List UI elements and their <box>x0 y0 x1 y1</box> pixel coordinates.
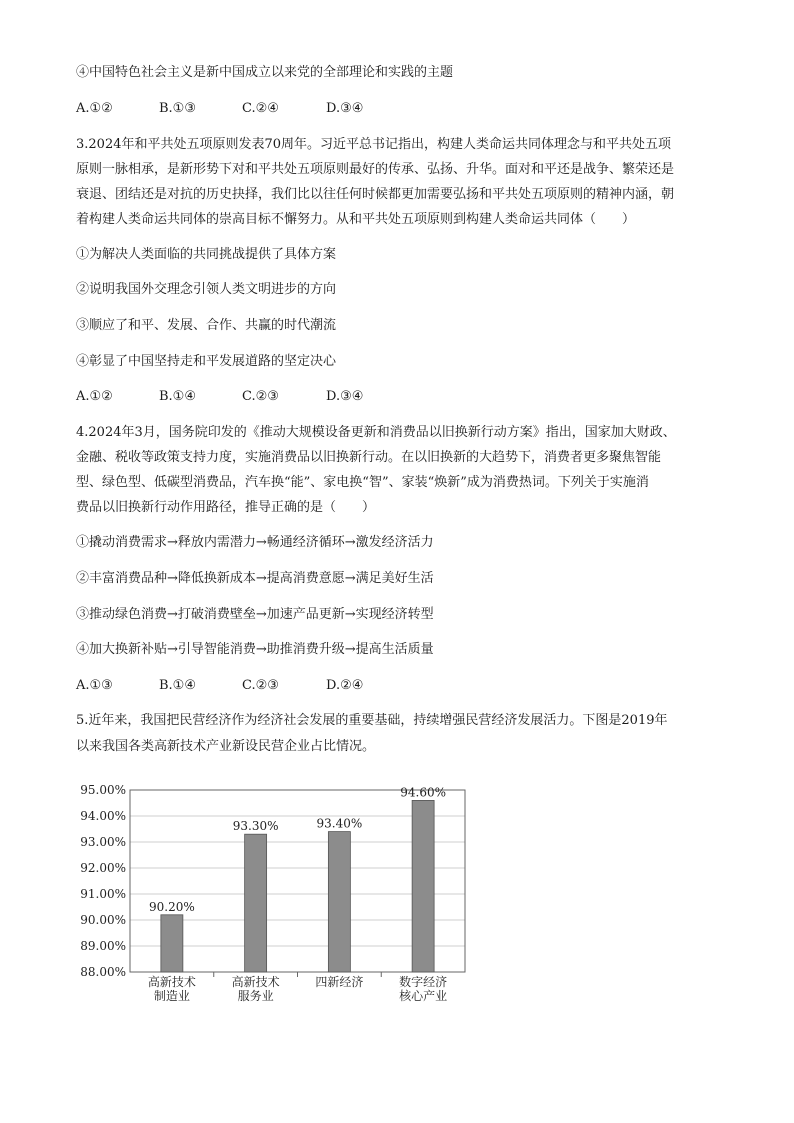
q3-item: ④彰显了中国坚持走和平发展道路的坚定决心 <box>76 354 337 369</box>
q4-item: ②丰富消费品种→降低换新成本→提高消费意愿→满足美好生活 <box>76 571 434 586</box>
q4-item: ③推动绿色消费→打破消费壁垒→加速产品更新→实现经济转型 <box>76 607 434 622</box>
q4-option-c: C.②③ <box>242 678 279 693</box>
q4-option-b: B.①④ <box>159 678 196 693</box>
q3-stem-line: 着构建人类命运共同体的崇高目标不懈努力。从和平共处五项原则到构建人类命运共同体（ ） <box>76 212 636 227</box>
data-label: 90.20% <box>148 899 195 914</box>
q3-stem-line: 原则一脉相承，是新形势下对和平共处五项原则最好的传承、弘扬、升华。面对和平还是战争、繁荣还是 <box>76 162 675 177</box>
q4-options <box>76 677 363 695</box>
q2-options <box>76 100 363 118</box>
bar-chart <box>70 778 470 1018</box>
q4-stem-line: 金融、税收等政策支持力度，实施消费品以旧换新行动。在以旧换新的大趋势下，消费者更多聚焦智能 <box>76 450 662 465</box>
q3-item: ①为解决人类面临的共同挑战提供了具体方案 <box>76 247 337 262</box>
y-tick-label: 90.00% <box>80 913 126 927</box>
y-tick-label: 94.00% <box>80 809 126 823</box>
q5-stem-line: 以来我国各类高新技术产业新设民营企业占比情况。 <box>76 739 376 754</box>
data-label: 93.40% <box>316 816 363 831</box>
q3-options <box>76 388 363 406</box>
q2-item-4: ④中国特色社会主义是新中国成立以来党的全部理论和实践的主题 <box>76 65 454 80</box>
y-tick-label: 91.00% <box>80 887 126 901</box>
data-label: 94.60% <box>400 785 447 800</box>
q3-item: ③顺应了和平、发展、合作、共赢的时代潮流 <box>76 318 337 333</box>
y-tick-label: 95.00% <box>80 783 126 797</box>
q4-stem-line: 4.2024年3月，国务院印发的《推动大规模设备更新和消费品以旧换新行动方案》指出，国家加大财政、 <box>76 425 676 440</box>
category-label: 数字经济 <box>399 975 448 989</box>
q3-stem-line: 3.2024年和平共处五项原则发表70周年。习近平总书记指出，构建人类命运共同体理念与和平共处五项 <box>76 137 672 152</box>
y-tick-label: 92.00% <box>80 861 126 875</box>
q2-option-a: A.①② <box>76 101 113 116</box>
q4-option-a: A.①③ <box>76 678 113 693</box>
bar <box>328 832 350 972</box>
q3-option-b: B.①④ <box>159 389 196 404</box>
category-label: 高新技术 <box>147 975 196 989</box>
q2-option-d: D.③④ <box>326 101 364 116</box>
q3-option-d: D.③④ <box>326 389 364 404</box>
bar <box>245 834 267 972</box>
data-label: 93.30% <box>232 819 279 834</box>
category-label: 核心产业 <box>399 989 448 1003</box>
q3-stem-line: 衰退、团结还是对抗的历史抉择，我们比以往任何时候都更加需要弘扬和平共处五项原则的精神内涵，朝 <box>76 187 675 202</box>
bar <box>161 915 183 972</box>
q4-stem-line: 型、绿色型、低碳型消费品，汽车换“能”、家电换“智”、家装“焕新”成为消费热词。下列关于实施消 <box>76 475 649 490</box>
q3-option-a: A.①② <box>76 389 113 404</box>
q2-option-b: B.①③ <box>159 101 196 116</box>
category-label: 高新技术 <box>231 975 280 989</box>
category-label: 服务业 <box>237 989 274 1003</box>
q5-stem-line: 5.近年来，我国把民营经济作为经济社会发展的重要基础，持续增强民营经济发展活力。下图是2019年 <box>76 713 668 728</box>
q4-stem-line: 费品以旧换新行动作用路径，推导正确的是（ ） <box>76 500 376 515</box>
y-tick-label: 89.00% <box>80 939 126 953</box>
category-label: 四新经济 <box>315 975 364 989</box>
q4-option-d: D.②④ <box>326 678 364 693</box>
category-label: 制造业 <box>153 989 190 1003</box>
y-tick-label: 88.00% <box>80 965 126 979</box>
bar <box>412 800 434 972</box>
q4-item: ①撬动消费需求→释放内需潜力→畅通经济循环→激发经济活力 <box>76 535 434 550</box>
q4-item: ④加大换新补贴→引导智能消费→助推消费升级→提高生活质量 <box>76 642 434 657</box>
y-tick-label: 93.00% <box>80 835 126 849</box>
q3-item: ②说明我国外交理念引领人类文明进步的方向 <box>76 282 337 297</box>
q3-option-c: C.②③ <box>242 389 279 404</box>
q2-option-c: C.②④ <box>242 101 279 116</box>
